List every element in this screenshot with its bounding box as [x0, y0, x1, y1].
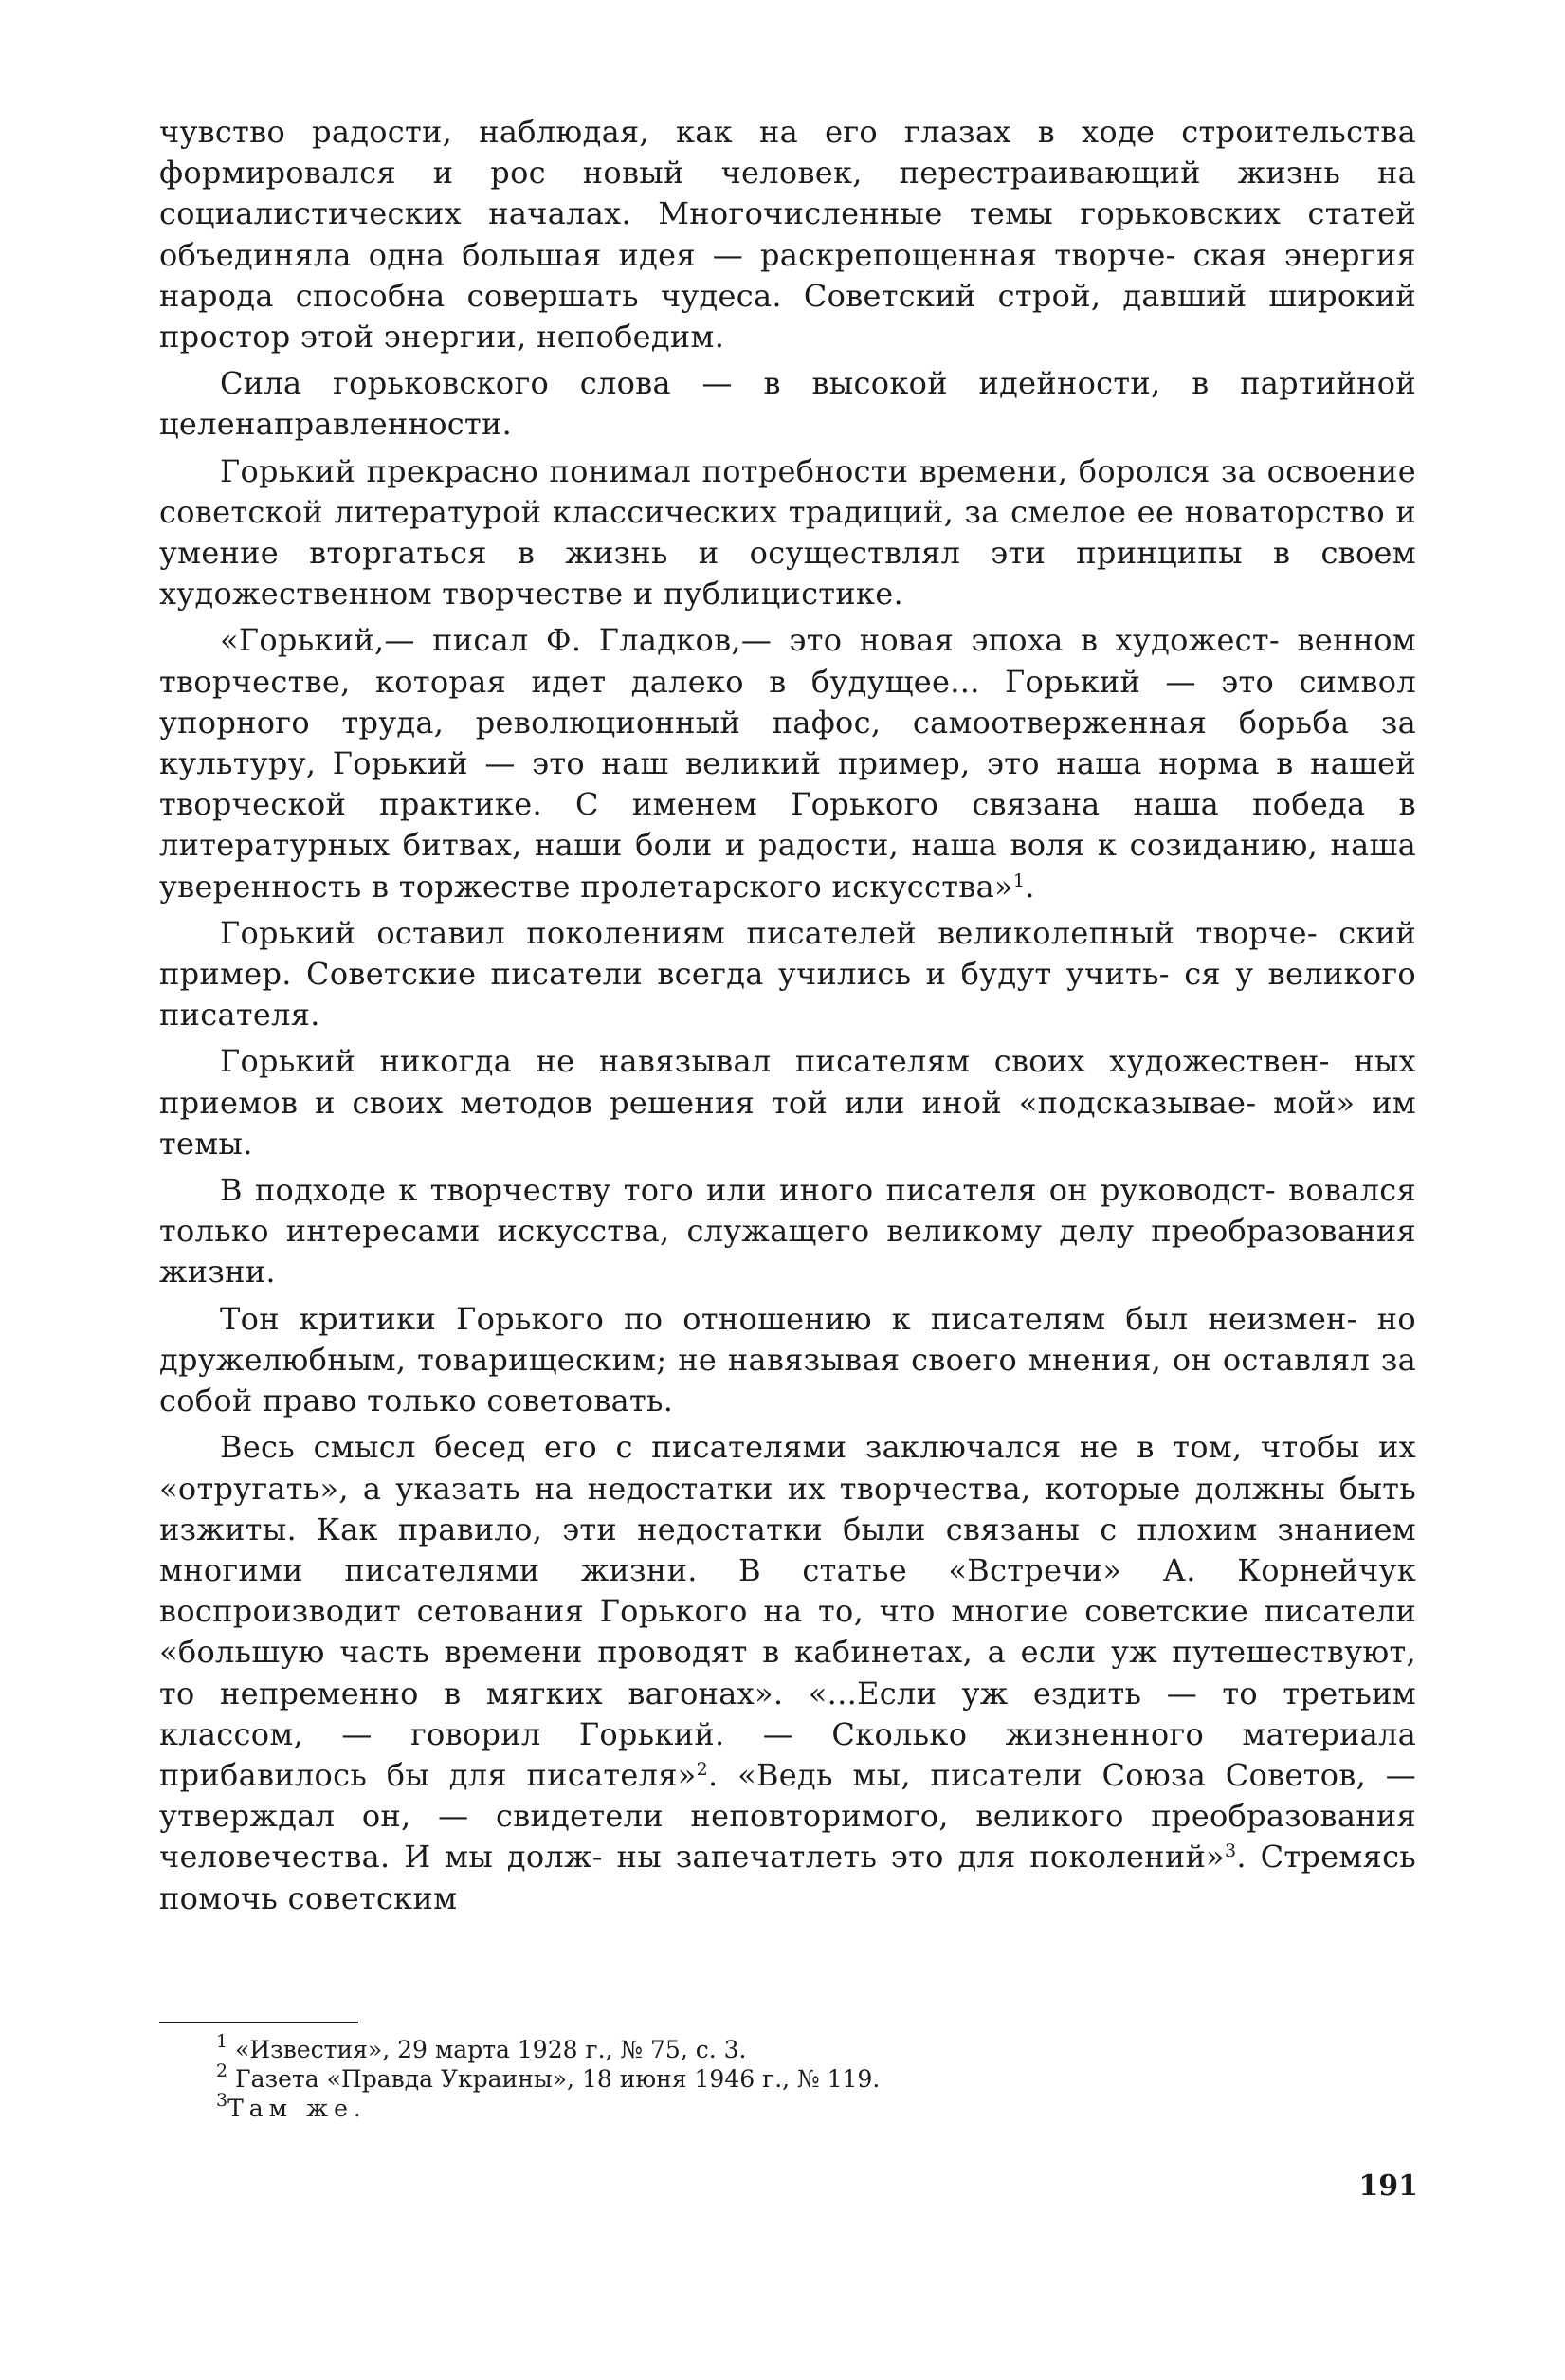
page-number: 191 [1358, 2169, 1418, 2203]
text-line: преобразования жизни. [159, 1213, 1416, 1291]
text-line: а если уж путешествуют, то непременно в мягких вагонах». [159, 1634, 1416, 1712]
footnotes [216, 2031, 1354, 2123]
text-line: ных приемов и своих методов решения той или иной «подсказывае- [159, 1043, 1416, 1121]
footnote-2 [216, 2060, 1354, 2094]
footnote-text: «Известия», 29 марта 1928 г., № 75, с. 3. [235, 2036, 747, 2063]
text-line: чувство радости, наблюдая, как на его глазах в ходе строительства [159, 114, 1416, 150]
text-line: норма в нашей творческой практике. С именем Горького связана [159, 745, 1416, 823]
text-line: освоение советской литературой классических традиций, за смелое [159, 452, 1416, 530]
text-line: искусства» [831, 868, 1013, 905]
text-line: Горький никогда не навязывал писателям своих художествен- [220, 1043, 1330, 1080]
text-line: принципы в своем художественном творчестве и публицистике. [159, 535, 1416, 613]
paragraph [159, 1170, 1416, 1293]
text-line: А. Корнейчук воспроизводит сетования Горького на то, что многие [159, 1551, 1416, 1630]
paragraph [159, 451, 1416, 615]
text-line: Сила горьковского слова — в высокой идейности, в партийной [220, 365, 1416, 402]
text-line: ская энергия народа способна совершать чудеса. Советский строй, [159, 236, 1416, 314]
text-line: с плохим знанием многими писателями жизни. В статье «Встречи» [159, 1510, 1416, 1588]
text-line: В подходе к творчеству того или иного писателя он руководст- [220, 1172, 1277, 1209]
text-line: ский пример. Советские писатели всегда учились и будут учить- [159, 914, 1416, 993]
text-line: венном творчестве, которая идет далеко в будущее... Горький — это [159, 622, 1416, 700]
footnote-separator [159, 2022, 358, 2023]
text-line: мой» им темы. [159, 1084, 1416, 1162]
body-text [159, 112, 1416, 1919]
footnote-ref-2[interactable]: 2 [696, 1758, 708, 1780]
text-line: оставлял за собой право только советовать. [159, 1341, 1416, 1419]
text-line: их «отругать», а указать на недостатки их творчества, которые [159, 1429, 1416, 1507]
text-line: ся у великого писателя. [159, 956, 1416, 1034]
text-line: «Ведь мы, писатели Союза Советов, — утверждал он, — свидетели [159, 1756, 1416, 1835]
paragraph [159, 913, 1416, 1036]
text-line: наша победа в литературных битвах, наши боли и радости, наша [159, 786, 1416, 864]
text-line: неповторимого, великого преобразования человечества. И мы долж- [159, 1798, 1416, 1876]
paragraph-last: Весь смысл бесед его с писателями заключался не в том, чтобы их «отругать», а указать на недостатки их творчества, которые должны быть изжиты. Как правило, эти недостатки были связаны с плохим знанием многими писателями жизни. В статье «Встречи» А. Корнейчук воспроизводит сетования Горького на то, что многие советские писатели «большую часть времени проводят в кабинетах, а если уж путешествуют, то непременно в мягких вагонах». «...Если уж ездить — то третьим классом, — говорил Горький. — Сколько жизненного материала прибавилось бы для писателя»$^2$. «Ведь мы, писатели Союза Советов, — утверждал он, — свидетели неповторимого, великого преобразования человечества. И мы долж- ны запечатлеть это для поколений»$^3$. Стремясь помочь советским [159, 1429, 1417, 1916]
text-line: статей объединяла одна большая идея — раскрепощенная творче- [159, 195, 1416, 273]
footnote-mark: 2 [216, 2060, 228, 2081]
footnote-mark: 3 [216, 2090, 228, 2111]
text-line: Стремясь помочь советским [159, 1839, 1417, 1916]
paragraph-list [159, 112, 1416, 1421]
text-line: Тон критики Горького по отношению к писателям был неизмен- [220, 1300, 1357, 1337]
text-line: социалистических началах. Многочисленные темы горьковских [159, 195, 1282, 232]
text-line: ны запечатлеть это для поколений» [616, 1839, 1225, 1876]
footnote-3 [216, 2090, 1354, 2123]
text-line: ее новаторство и умение вторгаться в жизнь и осуществлял эти [159, 493, 1416, 572]
footnote-text: Там же. [227, 2095, 367, 2122]
text-line: Весь смысл бесед его с писателями заключался не в том, чтобы [220, 1429, 1360, 1466]
text-line: «Горький,— писал Ф. Гладков,— это новая эпоха в художест- [220, 622, 1281, 659]
text-line: формировался и рос новый человек, перестраивающий жизнь на [159, 155, 1416, 192]
text-line: советские писатели «большую часть времени проводят в кабинетах, [159, 1593, 1417, 1671]
text-line: вовался только интересами искусства, служащего великому делу [159, 1172, 1417, 1250]
text-line: давший широкий простор этой энергии, непобедим. [159, 277, 1416, 356]
paragraph [159, 1299, 1416, 1422]
paragraph [159, 1041, 1416, 1164]
text-line: но дружелюбным, товарищеским; не навязывая своего мнения, он [159, 1300, 1416, 1378]
footnote-ref-3[interactable]: 3 [1224, 1840, 1237, 1862]
text-line: «...Если уж ездить — то третьим классом, — говорил Горький. — [159, 1675, 1416, 1752]
text-line: символ упорного труда, революционный пафос, самоотверженная [159, 663, 1416, 741]
footnote-text: Газета «Правда Украины», 18 июня 1946 г., № 119. [235, 2065, 881, 2093]
text-line: должны быть изжиты. Как правило, эти недостатки были связаны [159, 1470, 1416, 1547]
paragraph [159, 112, 1416, 357]
footnote-ref-1[interactable]: 1 [1012, 870, 1026, 891]
footnote-mark: 1 [216, 2031, 228, 2052]
text-line: Сколько жизненного материала прибавилось бы для писателя» [159, 1715, 1416, 1793]
text-line: воля к созиданию, наша уверенность в торжестве пролетарского [159, 827, 1416, 905]
footnote-1 [216, 2031, 1354, 2064]
text-line: целенаправленности. [159, 406, 513, 443]
text-line: Горький оставил поколениям писателей великолепный творче- [220, 914, 1318, 951]
paragraph [159, 363, 1416, 445]
text-line: борьба за культуру, Горький — это наш великий пример, это наша [159, 704, 1416, 782]
text-line: Горький прекрасно понимал потребности времени, боролся за [220, 452, 1257, 489]
paragraph: «Горький,— писал Ф. Гладков,— это новая эпоха в художест- венном творчестве, которая идет далеко в будущее... Горький — это символ упорного труда, революционный пафос, самоотверженная борьба за культуру, Горький — это наш великий пример, это наша норма в нашей творческой практике. С именем Горького связана наша победа в литературных битвах, наши боли и радости, наша воля к созиданию, наша уверенность в торжестве пролетарского искусства»$^1$. [159, 622, 1416, 905]
